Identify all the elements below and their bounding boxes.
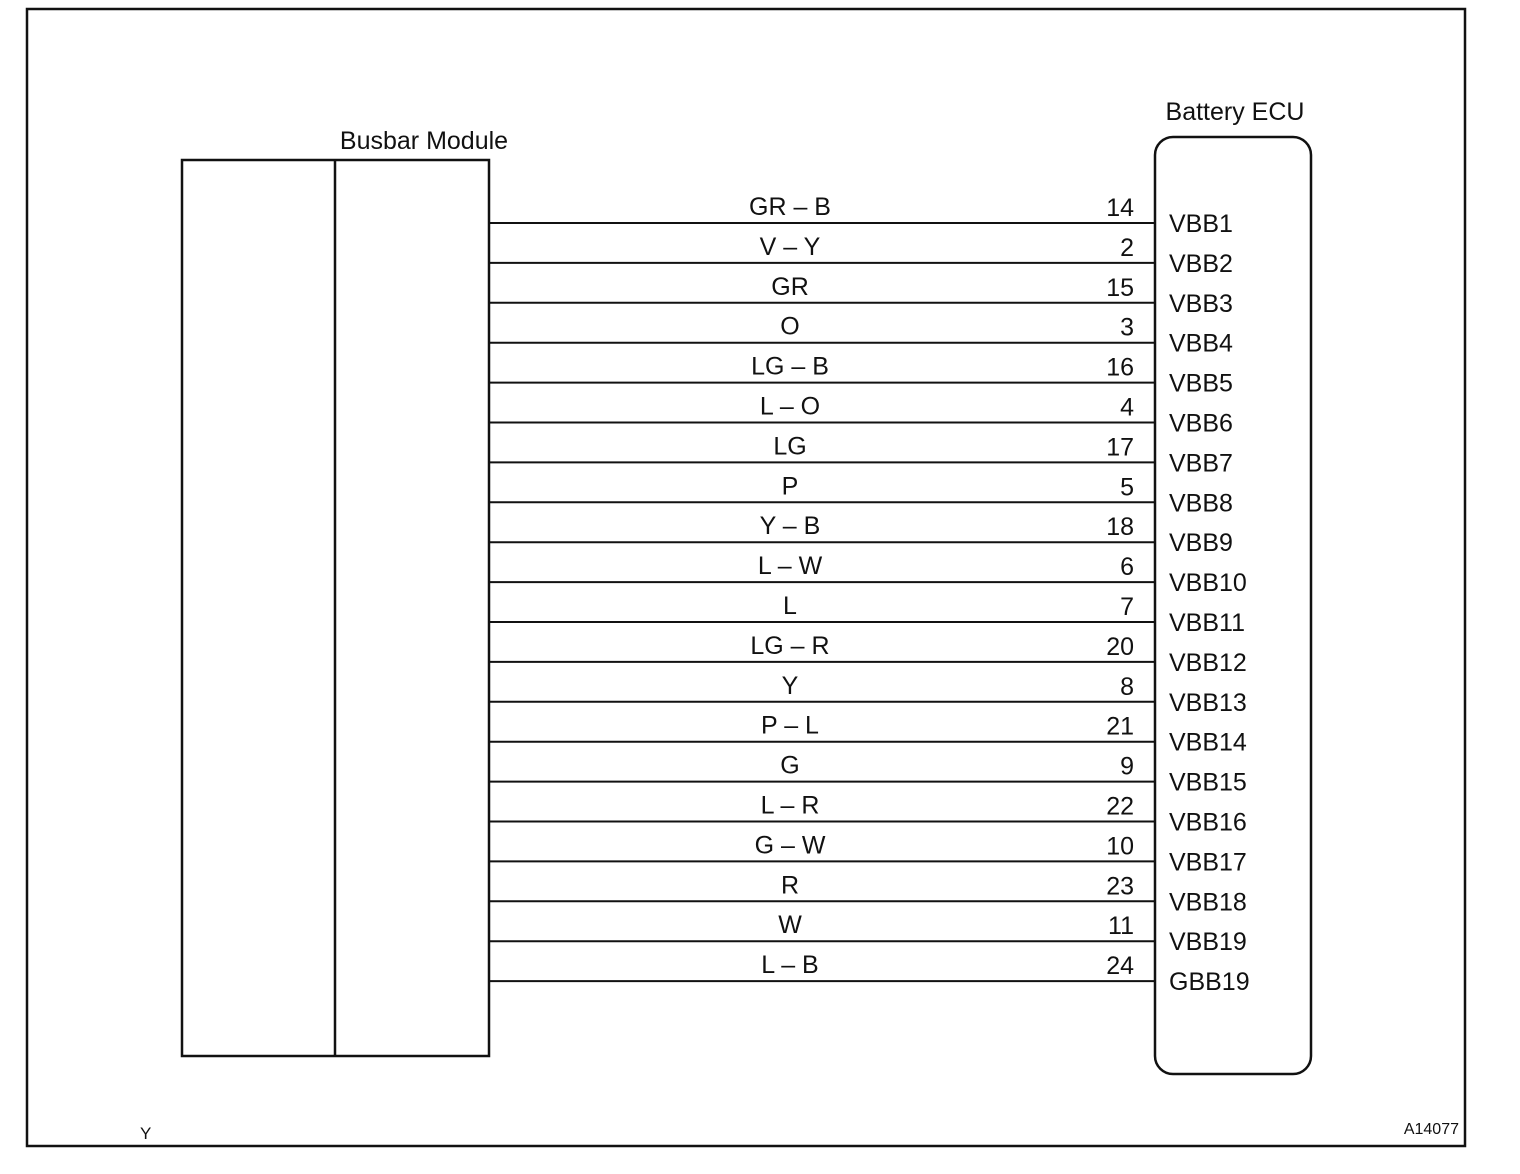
wire-10 xyxy=(489,552,1247,597)
pin-number: 5 xyxy=(1120,473,1134,502)
wire-5 xyxy=(489,353,1233,398)
pin-number: 10 xyxy=(1106,832,1134,861)
pin-number: 3 xyxy=(1120,313,1134,342)
ecu-terminal-label: VBB9 xyxy=(1169,529,1233,558)
ecu-terminal-label: VBB17 xyxy=(1169,848,1247,877)
wire-13 xyxy=(489,672,1247,717)
ecu-terminal-label: VBB8 xyxy=(1169,489,1233,518)
ecu-terminal-label: VBB3 xyxy=(1169,289,1233,318)
wire-3 xyxy=(489,273,1233,318)
pin-number: 16 xyxy=(1106,353,1134,382)
battery-ecu-label: Battery ECU xyxy=(1165,98,1305,126)
pin-number: 24 xyxy=(1106,952,1134,981)
wire-color-label: P xyxy=(781,472,799,501)
pin-number: 14 xyxy=(1106,194,1134,222)
wire-color-label: O xyxy=(780,312,800,341)
wire-color-label: L – W xyxy=(757,552,823,581)
wire-color-label: V – Y xyxy=(759,232,821,261)
ecu-terminal-label: VBB18 xyxy=(1169,888,1247,917)
wire-2 xyxy=(489,233,1233,278)
ecu-terminal-label: VBB7 xyxy=(1169,449,1233,478)
pin-number: 18 xyxy=(1106,513,1134,542)
wire-8 xyxy=(489,472,1233,517)
ecu-terminal-label: VBB1 xyxy=(1169,210,1233,238)
wire-color-label: GR xyxy=(771,272,809,301)
ecu-terminal-label: VBB4 xyxy=(1169,329,1233,358)
wire-7 xyxy=(489,432,1233,477)
ecu-terminal-label: VBB15 xyxy=(1169,768,1247,797)
pin-number: 4 xyxy=(1120,393,1134,422)
wire-color-label: L – B xyxy=(761,951,819,980)
pin-number: 21 xyxy=(1106,712,1134,741)
wire-15 xyxy=(489,752,1247,797)
wire-color-label: LG – B xyxy=(751,352,829,381)
wire-9 xyxy=(489,512,1233,557)
pin-number: 2 xyxy=(1120,233,1134,262)
pin-number: 9 xyxy=(1120,752,1134,781)
figure-code: A14077 xyxy=(1403,1121,1459,1138)
ecu-terminal-label: GBB19 xyxy=(1169,968,1250,997)
busbar-module xyxy=(182,127,508,1056)
wire-color-label: L – R xyxy=(760,791,820,820)
wire-11 xyxy=(489,592,1245,637)
wire-color-label: Y xyxy=(781,671,799,700)
wire-12 xyxy=(489,632,1247,677)
wire-harness xyxy=(489,193,1250,996)
wire-color-label: G – W xyxy=(754,831,826,860)
ecu-terminal-label: VBB6 xyxy=(1169,409,1233,438)
ecu-terminal-label: VBB16 xyxy=(1169,808,1247,837)
ecu-terminal-label: VBB5 xyxy=(1169,369,1233,398)
ecu-terminal-label: VBB14 xyxy=(1169,728,1247,757)
wire-20 xyxy=(489,951,1250,996)
wire-color-label: GR – B xyxy=(749,193,831,221)
pin-number: 11 xyxy=(1108,912,1134,941)
pin-number: 20 xyxy=(1106,632,1134,661)
pin-number: 6 xyxy=(1120,553,1134,582)
wire-4 xyxy=(489,313,1233,358)
pin-number: 8 xyxy=(1120,672,1134,701)
wire-color-label: LG xyxy=(773,432,807,461)
ecu-terminal-label: VBB10 xyxy=(1169,569,1247,598)
wire-18 xyxy=(489,871,1247,916)
wire-color-label: L xyxy=(783,592,797,620)
ecu-terminal-label: VBB12 xyxy=(1169,648,1247,677)
wire-6 xyxy=(489,393,1233,438)
wire-color-label: R xyxy=(780,871,800,900)
ecu-terminal-label: VBB11 xyxy=(1169,609,1245,637)
wire-color-label: G xyxy=(780,751,800,780)
pin-number: 23 xyxy=(1106,872,1134,901)
wire-color-label: LG – R xyxy=(750,631,830,660)
wire-14 xyxy=(489,712,1247,757)
busbar-module-label: Busbar Module xyxy=(339,127,509,155)
pin-number: 22 xyxy=(1106,792,1134,821)
pin-number: 17 xyxy=(1106,433,1134,462)
wire-17 xyxy=(489,831,1247,876)
wire-color-label: W xyxy=(778,911,802,940)
ecu-terminal-label: VBB13 xyxy=(1169,688,1247,717)
ecu-terminal-label: VBB19 xyxy=(1169,928,1247,957)
wire-1 xyxy=(489,193,1233,238)
wire-color-label: Y – B xyxy=(759,512,821,541)
ecu-terminal-label: VBB2 xyxy=(1169,249,1233,278)
corner-left-mark: Y xyxy=(140,1124,152,1143)
wire-color-label: P – L xyxy=(761,711,819,740)
wire-16 xyxy=(489,792,1247,837)
pin-number: 15 xyxy=(1106,273,1134,302)
wire-19 xyxy=(489,911,1247,956)
wire-color-label: L – O xyxy=(759,392,821,421)
pin-number: 7 xyxy=(1120,593,1134,621)
